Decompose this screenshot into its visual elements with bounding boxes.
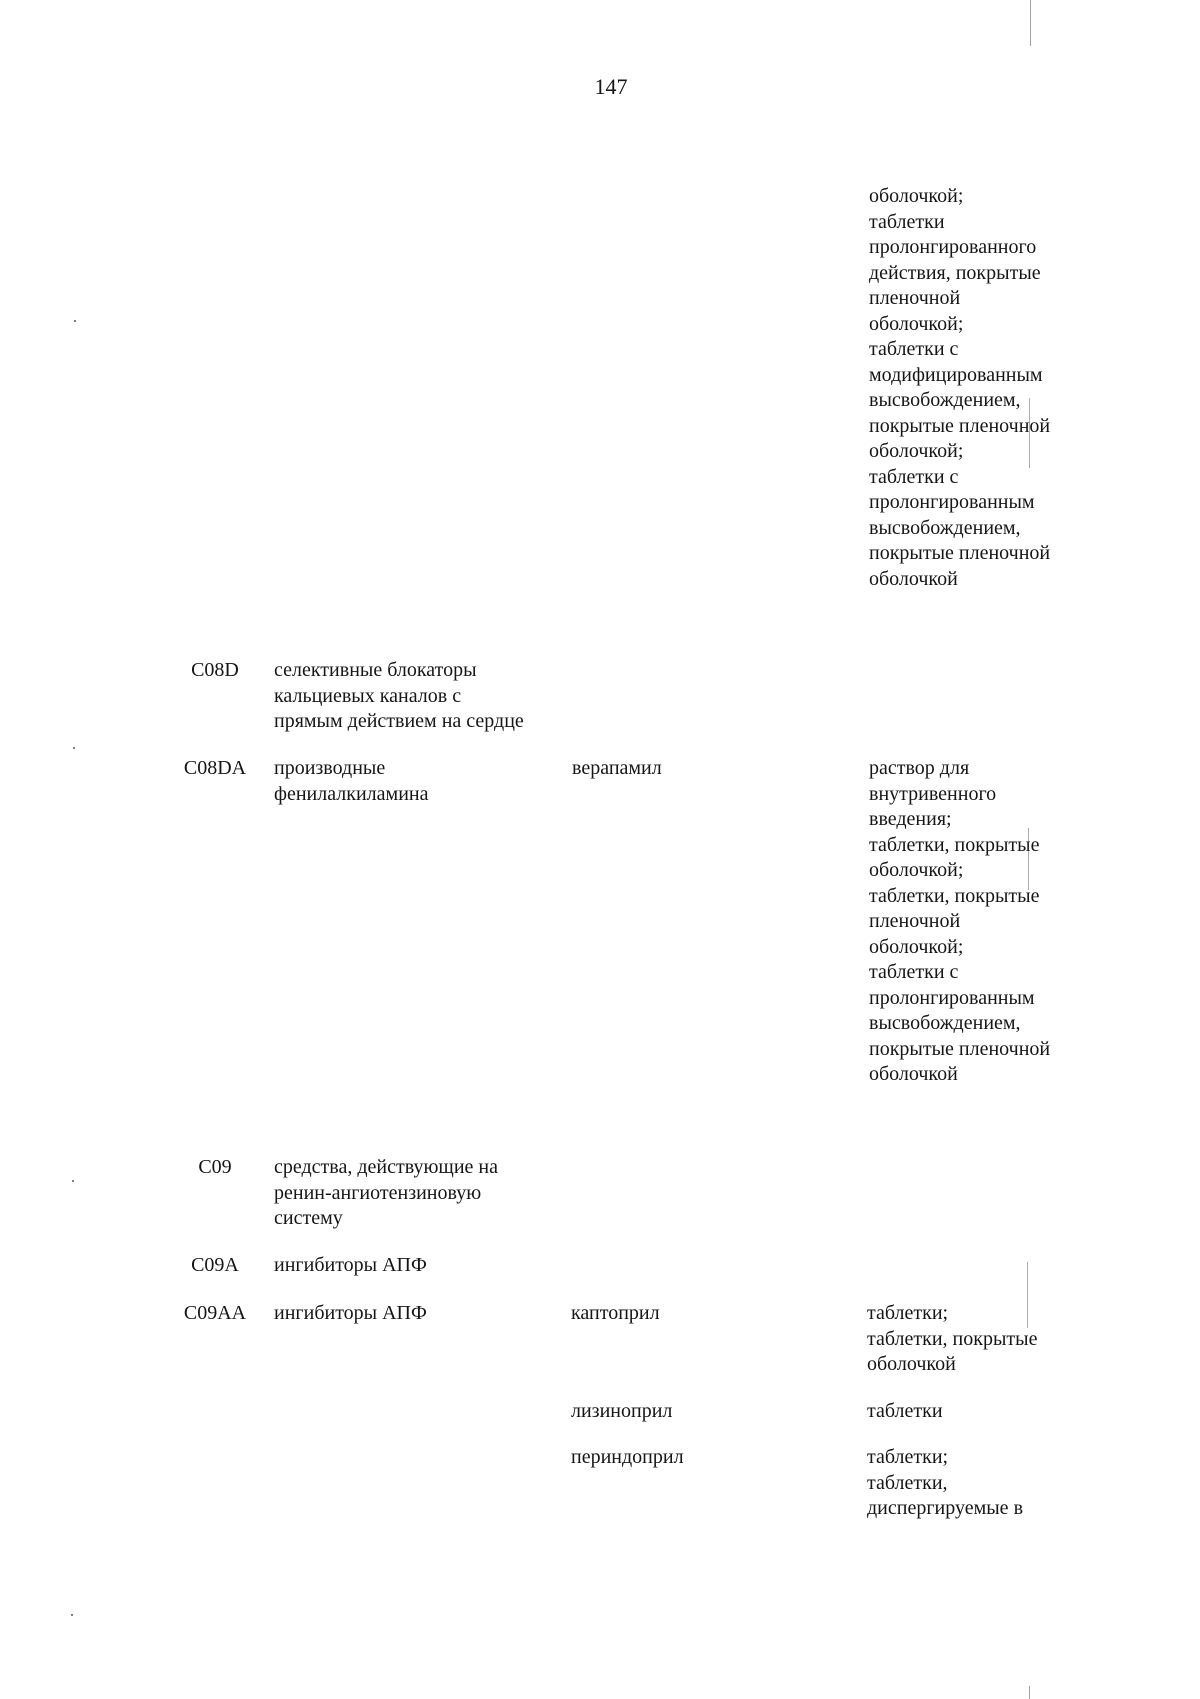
form-line: оболочкой;: [869, 312, 964, 335]
scan-line: [1030, 0, 1031, 46]
page-number: 147: [594, 74, 628, 99]
group-line: кальциевых каналов с: [274, 684, 462, 707]
atc-group: [274, 1253, 427, 1279]
group-line: производные: [274, 757, 386, 779]
group-line: селективные блокаторы: [274, 659, 477, 681]
form-line: таблетки: [867, 1400, 943, 1422]
scan-speck: [72, 1180, 74, 1182]
atc-code: C09AA: [183, 1302, 247, 1324]
atc-group: [274, 1155, 498, 1232]
dosage-forms: [869, 756, 1050, 1088]
dosage-forms: [867, 1399, 943, 1425]
form-line: оболочкой;: [869, 935, 964, 958]
scan-speck: [73, 747, 75, 749]
form-line: таблетки, покрытые: [869, 833, 1040, 856]
atc-code: C09: [198, 1156, 232, 1178]
scan-line: [1029, 1686, 1030, 1699]
dosage-forms: [867, 1301, 1037, 1378]
form-line: диспергируемые в: [867, 1497, 1024, 1519]
form-line: покрытые пленочной: [869, 1037, 1051, 1060]
form-line: введения;: [869, 808, 952, 830]
group-line: прямым действием на сердце: [274, 710, 524, 732]
atc-group: [274, 1301, 427, 1327]
form-line: пролонгированным: [869, 491, 1035, 513]
form-line: оболочкой;: [869, 185, 964, 207]
drug-name: верапамил: [572, 757, 662, 779]
form-line: модифицированным: [869, 363, 1043, 386]
form-line: таблетки с: [869, 961, 959, 983]
form-line: таблетки,: [867, 1471, 948, 1494]
scan-speck: [74, 320, 76, 322]
form-line: таблетки, покрытые: [867, 1327, 1038, 1350]
form-line: таблетки, покрытые: [869, 884, 1040, 907]
form-line: пролонгированным: [869, 986, 1035, 1009]
atc-code: C09A: [191, 1254, 239, 1276]
form-line: таблетки;: [867, 1302, 949, 1324]
form-line: действия, покрытые: [869, 261, 1041, 284]
atc-code: C08D: [191, 659, 239, 681]
form-line: оболочкой: [869, 567, 958, 590]
form-line: пленочной: [869, 910, 961, 932]
continuation-forms: [869, 184, 1050, 592]
form-line: внутривенного: [869, 782, 997, 805]
form-line: покрытые пленочной: [869, 414, 1051, 437]
form-line: оболочкой: [869, 1063, 958, 1085]
group-line: ингибиторы АПФ: [274, 1302, 427, 1324]
group-line: ингибиторы АПФ: [274, 1254, 427, 1276]
drug-name: лизиноприл: [571, 1400, 673, 1422]
scan-line: [1028, 828, 1029, 890]
form-line: оболочкой: [867, 1353, 956, 1375]
form-line: таблетки с: [869, 338, 959, 360]
scan-speck: [71, 1614, 73, 1616]
form-line: высвобождением,: [869, 1012, 1021, 1034]
form-line: таблетки;: [867, 1446, 949, 1468]
form-line: таблетки с: [869, 465, 959, 488]
atc-group: [274, 756, 428, 807]
form-line: высвобождением,: [869, 516, 1021, 539]
form-line: оболочкой;: [869, 859, 964, 881]
drug-name: периндоприл: [571, 1446, 684, 1468]
dosage-forms: [867, 1445, 1023, 1522]
group-line: систему: [274, 1207, 343, 1229]
form-line: покрытые пленочной: [869, 542, 1051, 564]
atc-code: C08DA: [183, 757, 247, 779]
form-line: раствор для: [869, 757, 970, 779]
form-line: высвобождением,: [869, 389, 1021, 411]
form-line: пленочной: [869, 287, 961, 309]
form-line: оболочкой;: [869, 440, 964, 462]
atc-group: [274, 658, 524, 735]
scan-line: [1027, 1262, 1028, 1328]
group-line: средства, действующие на: [274, 1156, 498, 1178]
form-line: таблетки: [869, 210, 945, 233]
drug-name: каптоприл: [571, 1302, 660, 1324]
group-line: фенилалкиламина: [274, 782, 429, 805]
group-line: ренин-ангиотензиновую: [274, 1181, 482, 1204]
scan-line: [1029, 398, 1030, 468]
form-line: пролонгированного: [869, 236, 1037, 258]
